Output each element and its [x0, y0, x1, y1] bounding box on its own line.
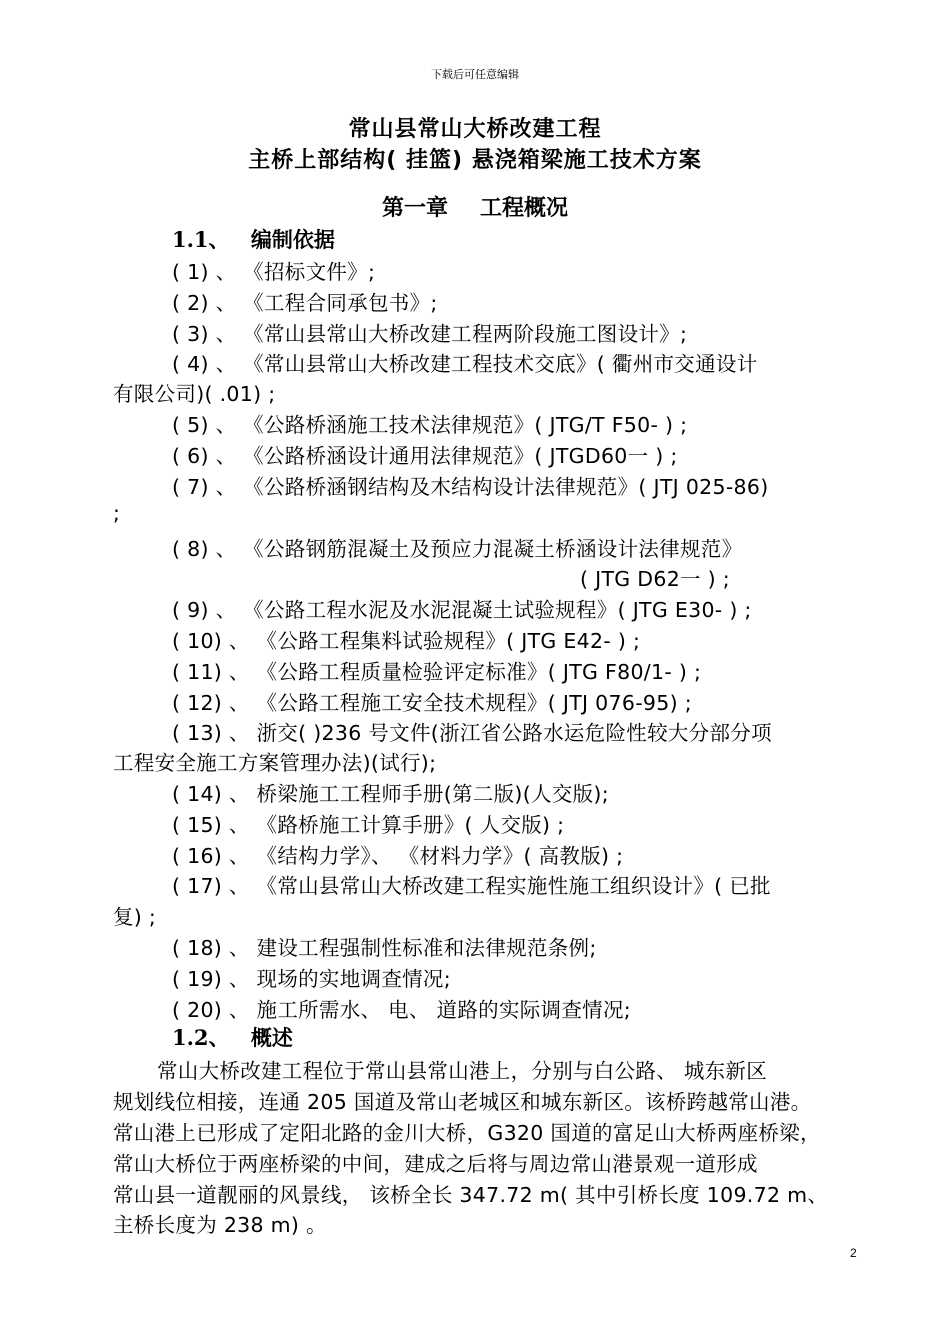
list-item-continuation: ; — [113, 501, 121, 525]
list-item: ( 18) 、 建设工程强制性标准和法律规范条例; — [172, 936, 597, 960]
list-item: ( 6) 、 《公路桥涵设计通用法律规范》( JTGD60一 ) ; — [172, 444, 678, 468]
list-item: ( 1) 、 《招标文件》; — [172, 260, 376, 284]
list-item: ( 11) 、 《公路工程质量检验评定标准》( JTG F80/1- ) ; — [172, 660, 702, 684]
paragraph-line: 常山港上已形成了定阳北路的金川大桥，G320 国道的富足山大桥两座桥梁， — [113, 1121, 821, 1145]
list-item: ( 17) 、 《常山县常山大桥改建工程实施性施工组织设计》( 已批 — [172, 874, 771, 898]
list-item-continuation: ( JTG D62一 ) ; — [580, 567, 730, 591]
list-item: ( 9) 、 《公路工程水泥及水泥混凝土试验规程》( JTG E30- ) ; — [172, 598, 752, 622]
section-name: 编制依据 — [250, 228, 335, 252]
list-item-continuation: 有限公司)( .01) ; — [113, 382, 276, 406]
page-number: 2 — [850, 1246, 857, 1260]
list-item-continuation: 工程安全施工方案管理办法)(试行); — [113, 751, 437, 775]
paragraph-line: 规划线位相接，连通 205 国道及常山老城区和城东新区。该桥跨越常山港。 — [113, 1090, 812, 1114]
document-title-line1: 常山县常山大桥改建工程 — [348, 117, 602, 142]
list-item: ( 14) 、 桥梁施工工程师手册(第二版)(人交版); — [172, 782, 609, 806]
list-item: ( 15) 、 《路桥施工计算手册》( 人交版) ; — [172, 813, 565, 837]
paragraph-line: 常山县一道靓丽的风景线， 该桥全长 347.72 m( 其中引桥长度 109.72 m、 — [113, 1183, 829, 1207]
list-item: ( 8) 、 《公路钢筋混凝土及预应力混凝土桥涵设计法律规范》 — [172, 537, 743, 561]
list-item: ( 12) 、 《公路工程施工安全技术规程》( JTJ 076-95) ; — [172, 691, 692, 715]
list-item: ( 10) 、 《公路工程集料试验规程》( JTG E42- ) ; — [172, 629, 641, 653]
section-heading-1-2 — [172, 1022, 293, 1052]
document-title-line2: 主桥上部结构( 挂篮) 悬浇箱梁施工技术方案 — [248, 148, 702, 173]
section-heading-1-1 — [172, 224, 335, 254]
list-item: ( 5) 、 《公路桥涵施工技术法律规范》( JTG/T F50- ) ; — [172, 413, 688, 437]
paragraph-line: 常山大桥位于两座桥梁的中间，建成之后将与周边常山港景观一道形成 — [113, 1152, 758, 1176]
section-name: 概述 — [250, 1026, 293, 1050]
paragraph-line: 主桥长度为 238 m) 。 — [113, 1213, 327, 1237]
chapter-name: 工程概况 — [480, 196, 569, 221]
list-item-continuation: 复) ; — [113, 905, 157, 929]
chapter-heading — [0, 191, 950, 222]
list-item: ( 16) 、 《结构力学》、 《材料力学》( 高教版) ; — [172, 844, 624, 868]
list-item: ( 4) 、 《常山县常山大桥改建工程技术交底》( 衢州市交通设计 — [172, 352, 758, 376]
list-item: ( 7) 、 《公路桥涵钢结构及木结构设计法律规范》( JTJ 025-86) — [172, 475, 769, 499]
list-item: ( 3) 、 《常山县常山大桥改建工程两阶段施工图设计》; — [172, 322, 688, 346]
section-number: 1.1、 — [172, 227, 230, 252]
list-item: ( 2) 、 《工程合同承包书》; — [172, 291, 438, 315]
list-item: ( 20) 、 施工所需水、 电、 道路的实际调查情况; — [172, 998, 631, 1022]
list-item: ( 19) 、 现场的实地调查情况; — [172, 967, 451, 991]
chapter-number: 第一章 — [381, 196, 448, 221]
header-note: 下载后可任意编辑 — [431, 68, 519, 81]
section-number: 1.2、 — [172, 1025, 230, 1050]
paragraph-line: 常山大桥改建工程位于常山县常山港上，分别与白公路、 城东新区 — [157, 1059, 768, 1083]
list-item: ( 13) 、 浙交( )236 号文件(浙江省公路水运危险性较大分部分项 — [172, 721, 772, 745]
